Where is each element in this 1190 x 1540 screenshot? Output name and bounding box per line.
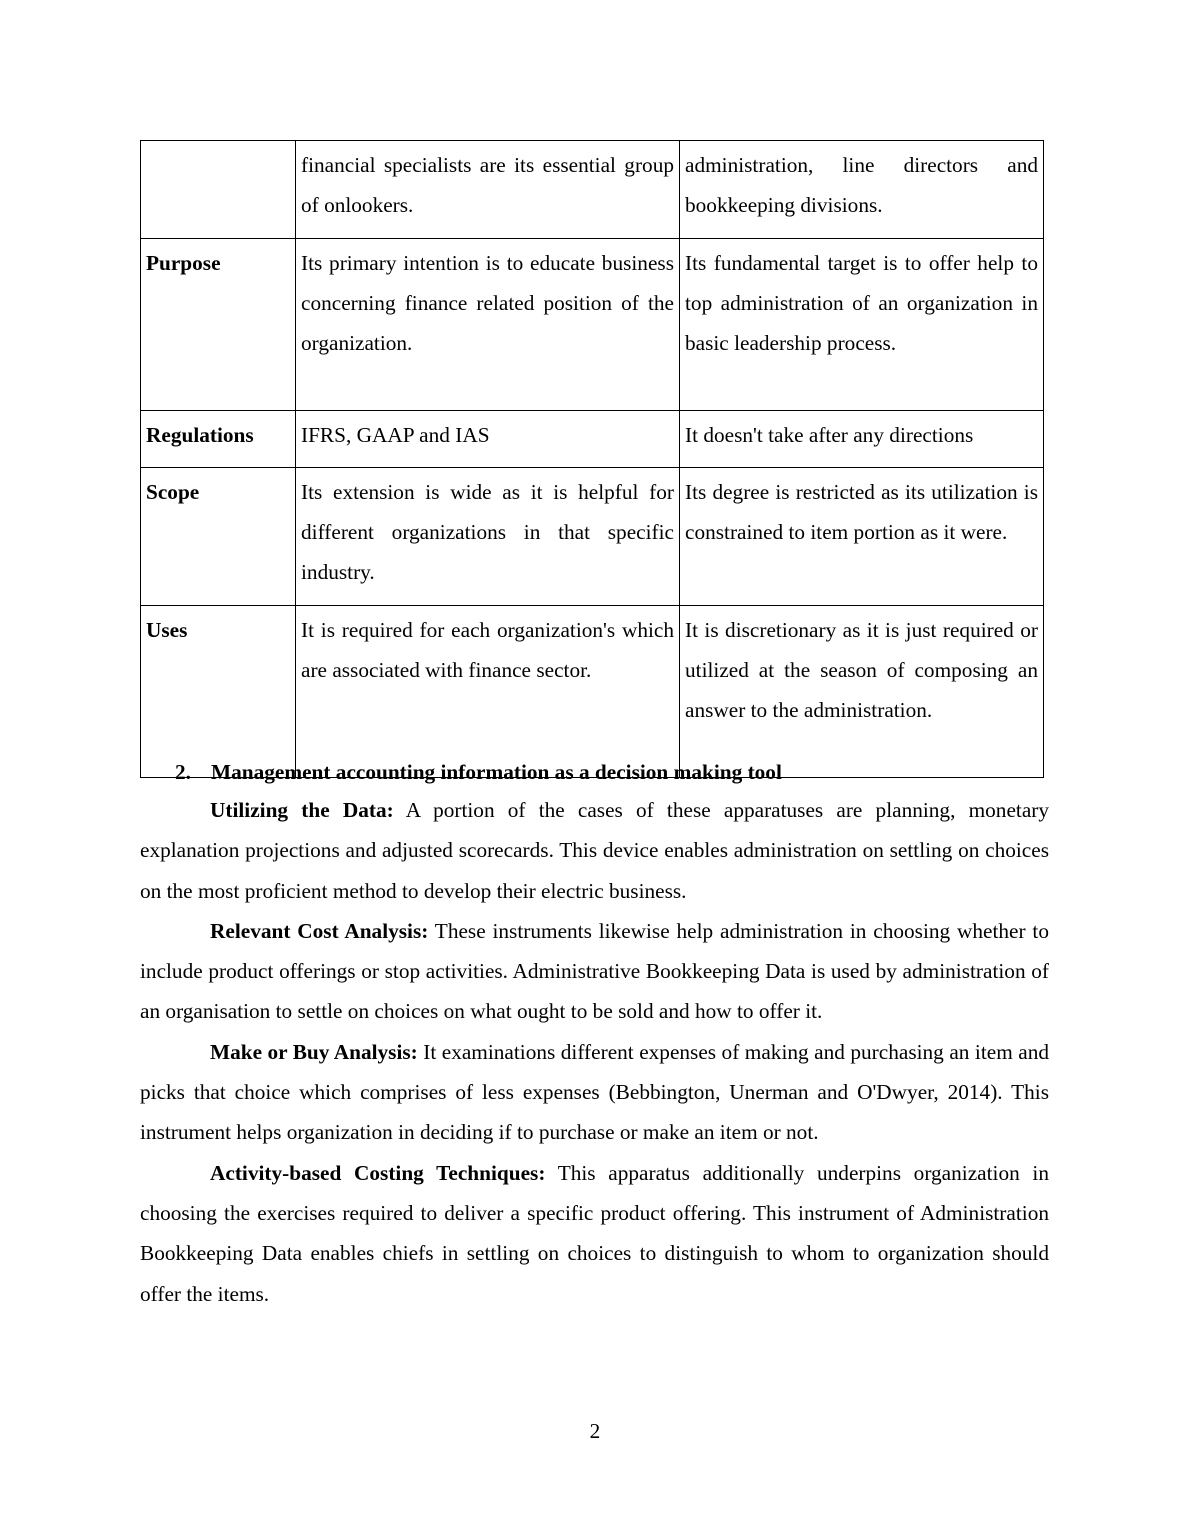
financial-accounting-cell: It is required for each organization's which are associated with finance sector. [296, 605, 680, 777]
page-number: 2 [589, 1419, 601, 1443]
row-label-cell: Uses [141, 605, 296, 777]
table-row [141, 605, 1044, 777]
paragraph-lead: Utilizing the Data: [210, 798, 394, 822]
table-row [141, 141, 1044, 239]
financial-accounting-cell: financial specialists are its essential group of onlookers. [296, 141, 680, 239]
paragraph-text: It examinations different expenses of making and purchasing an item and picks that choice which comprises of less expenses (Bebbington, Unerman and O'Dwyer, 2014). This instrument helps organization in deciding if to purchase or make an item or not. [140, 1039, 1049, 1145]
paragraph-relevant-cost [140, 911, 1049, 1032]
financial-accounting-cell: Its primary intention is to educate business concerning finance related position of the organization. [296, 238, 680, 410]
financial-accounting-cell: IFRS, GAAP and IAS [296, 410, 680, 467]
table-row [141, 238, 1044, 410]
financial-accounting-cell: Its extension is wide as it is helpful for different organizations in that specific industry. [296, 467, 680, 605]
section-title: Management accounting information as a decision making tool [211, 760, 782, 784]
table-row [141, 410, 1044, 467]
row-label-cell: Purpose [141, 238, 296, 410]
paragraph-text: These instruments likewise help administration in choosing whether to include product offerings or stop activities. Administrative Bookkeeping Data is used by administration of an organisation to settle on choices on what ought to be sold and how to offer it. [140, 918, 1049, 1024]
comparison-table [140, 140, 1044, 778]
paragraph-text: A portion of the cases of these apparatuses are planning, monetary explanation projections and adjusted scorecards. This device enables administration on settling on choices on the most proficient method to develop their electric business. [140, 798, 1050, 903]
paragraph-lead: Activity-based Costing Techniques: [210, 1160, 546, 1185]
management-accounting-cell: It is discretionary as it is just required or utilized at the season of composing an answer to the administration. [680, 605, 1044, 777]
row-label-cell: Regulations [141, 410, 296, 467]
paragraph-make-or-buy [140, 1032, 1049, 1153]
row-label-cell: Scope [141, 467, 296, 605]
management-accounting-cell: It doesn't take after any directions [680, 410, 1044, 467]
management-accounting-cell: Its fundamental target is to offer help to top administration of an organization in basic leadership process. [680, 238, 1044, 410]
paragraph-lead: Relevant Cost Analysis: [210, 918, 429, 943]
section-number: 2. [175, 760, 191, 784]
paragraph-activity-based-costing [140, 1153, 1049, 1314]
management-accounting-cell: administration, line directors and bookkeeping divisions. [680, 141, 1044, 239]
section-heading [140, 754, 1049, 790]
management-accounting-cell: Its degree is restricted as its utilization is constrained to item portion as it were. [680, 467, 1044, 605]
paragraph-lead: Make or Buy Analysis: [210, 1039, 418, 1064]
paragraph-text: This apparatus additionally underpins organization in choosing the exercises required to deliver a specific product offering. This instrument of Administration Bookkeeping Data enables chiefs in settling on choices to distinguish to whom to organization should offer the items. [140, 1160, 1049, 1306]
row-label-cell [141, 141, 296, 239]
body-text [140, 754, 1049, 1314]
paragraph-utilizing-data [140, 790, 1049, 911]
table-row [141, 467, 1044, 605]
